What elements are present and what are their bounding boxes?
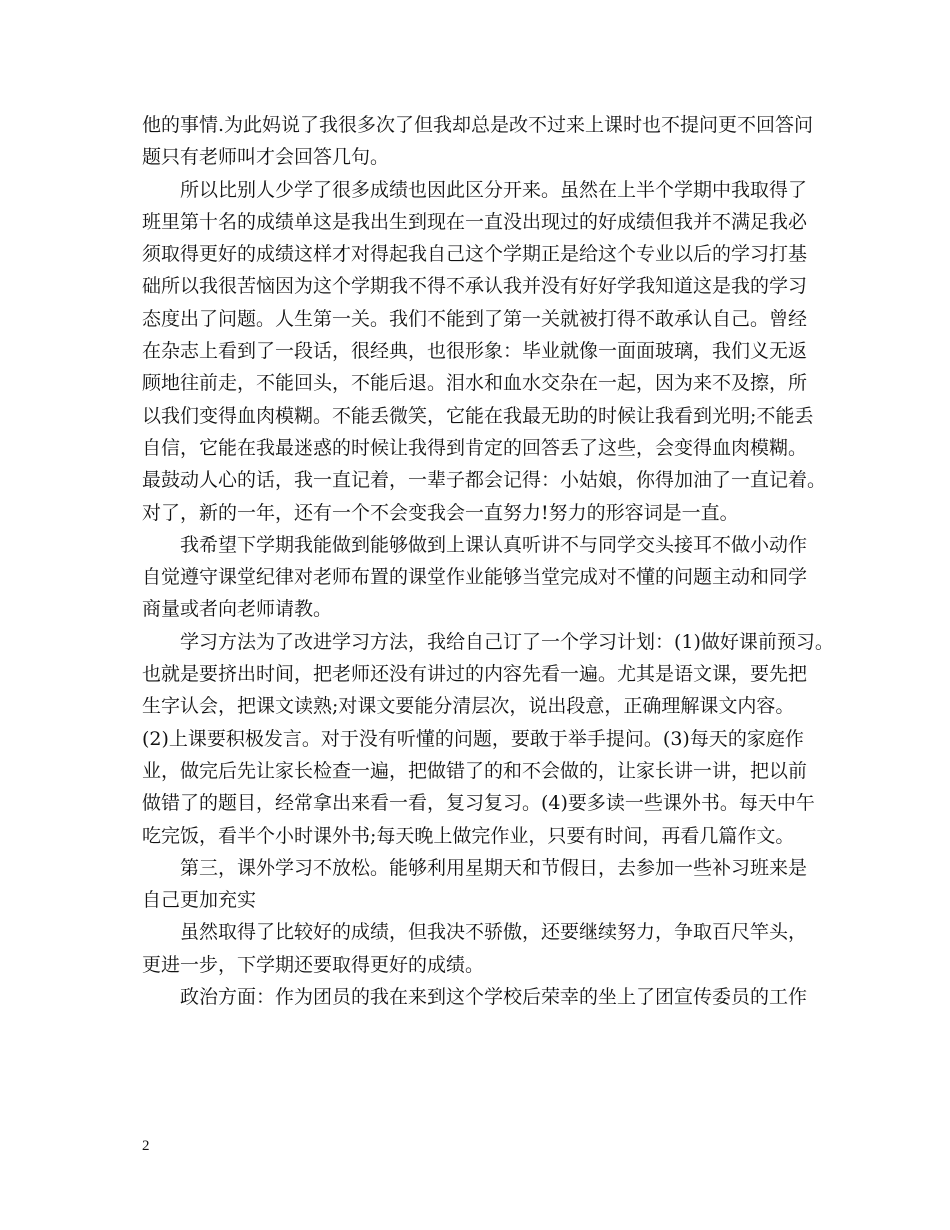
paragraph-4: [142, 626, 834, 852]
text-line: 做错了的题目，经常拿出来看一看，复习复习。(4)要多读一些课外书。每天中午: [142, 792, 815, 815]
text-line: 对了，新的一年，还有一个不会变我会一直努力!努力的形容词是一直。: [142, 501, 739, 524]
text-line: 更进一步，下学期还要取得更好的成绩。: [142, 953, 485, 976]
text-line: 础所以我很苦恼因为这个学期我不得不承认我并没有好好学我知道这是我的学习: [142, 275, 808, 298]
paragraph-1: [142, 109, 822, 174]
text-line: 自己更加充实: [142, 889, 257, 912]
text-line: 政治方面：作为团员的我在来到这个学校后荣幸的坐上了团宣传委员的工作: [180, 986, 808, 1009]
text-line: 须取得更好的成绩这样才对得起我自己这个学期正是给这个专业以后的学习打基: [142, 243, 808, 266]
paragraph-5: [142, 852, 822, 917]
text-line: 也就是要挤出时间，把老师还没有讲过的内容先看一遍。尤其是语文课，要先把: [142, 663, 808, 686]
text-line: 班里第十名的成绩单这是我出生到现在一直没出现过的好成绩但我并不满足我必: [142, 210, 808, 233]
paragraph-3: [142, 529, 822, 626]
paragraph-7: [142, 981, 822, 1013]
text-line: 以我们变得血肉模糊。不能丢微笑，它能在我最无助的时候让我看到光明;不能丢: [142, 404, 814, 427]
text-line: 题只有老师叫才会回答几句。: [142, 146, 390, 169]
text-line: 自信，它能在我最迷惑的时候让我得到肯定的回答丢了这些，会变得血肉模糊。: [142, 436, 808, 459]
text-line: 态度出了问题。人生第一关。我们不能到了第一关就被打得不敢承认自己。曾经: [142, 307, 808, 330]
paragraph-2: [142, 174, 827, 529]
text-line: 吃完饭，看半个小时课外书;每天晚上做完作业，只要有时间，再看几篇作文。: [142, 824, 795, 847]
text-line: 学习方法为了改进学习方法，我给自己订了一个学习计划：(1)做好课前预习。: [180, 630, 834, 653]
text-line: 业，做完后先让家长检查一遍，把做错了的和不会做的，让家长讲一讲，把以前: [142, 759, 808, 782]
text-line: 最鼓动人心的话，我一直记着，一辈子都会记得：小姑娘，你得加油了一直记着。: [142, 469, 827, 492]
paragraph-6: [142, 916, 822, 981]
text-line: 顾地往前走，不能回头，不能后退。泪水和血水交杂在一起，因为来不及擦，所: [142, 372, 808, 395]
text-line: 第三，课外学习不放松。能够利用星期天和节假日，去参加一些补习班来是: [180, 856, 808, 879]
text-line: 在杂志上看到了一段话，很经典，也很形象：毕业就像一面面玻璃，我们义无返: [142, 340, 808, 363]
page-number: 2: [142, 1138, 150, 1154]
text-line: 商量或者向老师请教。: [142, 598, 333, 621]
text-line: 我希望下学期我能做到能够做到上课认真听讲不与同学交头接耳不做小动作: [180, 533, 808, 556]
document-body: [142, 109, 834, 1013]
text-line: 生字认会，把课文读熟;对课文要能分清层次，说出段意，正确理解课文内容。: [142, 695, 795, 718]
text-line: (2)上课要积极发言。对于没有听懂的问题，要敢于举手提问。(3)每天的家庭作: [142, 727, 804, 750]
text-line: 虽然取得了比较好的成绩，但我决不骄傲，还要继续努力，争取百尺竿头，: [180, 921, 808, 944]
text-line: 自觉遵守课堂纪律对老师布置的课堂作业能够当堂完成对不懂的问题主动和同学: [142, 566, 808, 589]
text-line: 他的事情.为此妈说了我很多次了但我却总是改不过来上课时也不提问更不回答问: [142, 114, 814, 136]
text-line: 所以比别人少学了很多成绩也因此区分开来。虽然在上半个学期中我取得了: [180, 178, 808, 201]
